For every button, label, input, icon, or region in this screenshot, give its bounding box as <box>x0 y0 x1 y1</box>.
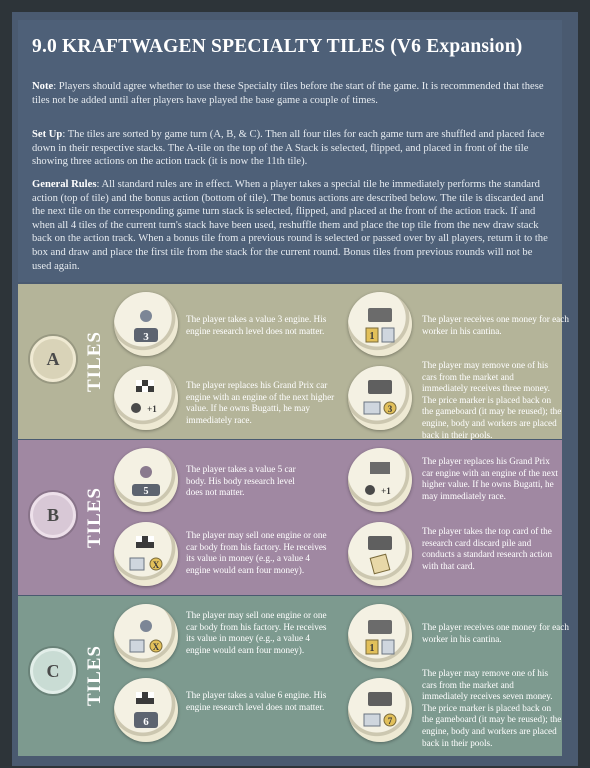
round-b-badge <box>30 492 76 538</box>
money-worker-icon <box>348 292 412 356</box>
note-paragraph <box>32 80 550 107</box>
rules-section <box>18 20 562 282</box>
money-worker-icon <box>348 604 412 668</box>
tile-c4 <box>348 678 412 742</box>
setup-label: Set Up <box>32 129 63 140</box>
tile-a2 <box>348 292 412 356</box>
sell-engine-icon <box>114 604 178 668</box>
engine-research-icon <box>114 678 178 742</box>
tile-c1-description: The player may sell one engine or one car body from his factory. He receives its value in money (e.g., a value 4 engine would earn four money). <box>186 610 327 655</box>
tiles-label: TILES <box>84 487 105 548</box>
tile-number: 1 <box>369 331 375 342</box>
tile-number: 5 <box>143 486 149 497</box>
general-rules-text: : All standard rules are in effect. When a player takes a special tile he immediately performs the standard action (top of tile) and the bonus action (bottom of tile). The bonus actions are described below. The tile is discarded and the next tile on the corresponding game turn stack is selected, flipped, and placed at the front of the action track. If and when all 4 tiles of the current turn's stack have been used, reshuffle them and place the top tile from the new draw stack back on the action track. When a bonus tile from a previous round is selected or passed over by all players, return it to the box and draw and place the first tile from the stack for the current round. Bonus tiles from previous rounds will not be used again. <box>32 179 548 272</box>
tile-b2 <box>348 448 412 512</box>
tile-number: 6 <box>143 716 149 728</box>
round-letter: B <box>46 504 59 525</box>
general-rules-paragraph <box>32 178 550 273</box>
research-card-icon <box>348 522 412 586</box>
tile-number: 7 <box>387 716 393 726</box>
page-title: 9.0 KRAFTWAGEN SPECIALTY TILES (V6 Expansion) <box>32 36 523 57</box>
market-car-sale-icon <box>348 678 412 742</box>
tile-c4-description: The player may remove one of his cars from the market and immediately receives seven money. The price marker is placed back on the gameboard (it may be reused); the engine, body and workers are placed back in their pools. <box>422 668 562 748</box>
car-body-icon <box>114 448 178 512</box>
round-c-band <box>18 596 569 756</box>
tiles-label: TILES <box>84 331 105 392</box>
round-letter: A <box>46 348 60 369</box>
tile-number: +1 <box>381 486 391 496</box>
setup-paragraph <box>32 128 550 169</box>
round-b-band <box>18 440 562 595</box>
setup-text: : The tiles are sorted by game turn (A, B, & C). Then all four tiles for each game turn are shuffled and placed face down in their respective stacks. The A-tile on the top of the A Stack is selected, flipped, and placed in front of the tile showing three actions on the action track (it is now the 11th tile). <box>32 129 545 168</box>
tile-b4 <box>348 522 412 586</box>
tile-number: X <box>152 642 160 652</box>
round-c-badge <box>30 648 76 694</box>
tile-c3 <box>114 678 178 742</box>
market-car-sale-icon <box>348 366 412 430</box>
tile-a2-description: The player receives one money for each worker in his cantina. <box>422 314 569 336</box>
tile-b3 <box>114 522 178 586</box>
race-flag-car-icon <box>348 448 412 512</box>
tile-b2-description: The player replaces his Grand Prix car engine with an engine of the next higher value. If he owns Bugatti, he may immediately race. <box>422 456 558 501</box>
tiles-label: TILES <box>84 645 105 706</box>
general-rules-label: General Rules <box>32 179 97 190</box>
engine-research-icon <box>114 292 178 356</box>
note-label: Note <box>32 81 54 92</box>
tile-c2-description: The player receives one money for each worker in his cantina. <box>422 622 569 644</box>
tile-number: 3 <box>387 404 393 414</box>
round-a-badge <box>30 336 76 382</box>
tile-b1 <box>114 448 178 512</box>
sell-engine-icon <box>114 522 178 586</box>
tile-b4-description: The player takes the top card of the research card discard pile and conducts a standard research action with that card. <box>422 526 553 571</box>
tile-a3 <box>114 366 178 430</box>
tile-number: 1 <box>369 643 375 654</box>
note-text: : Players should agree whether to use these Specialty tiles before the start of the game. It is recommended that these tiles not be added until after players have played the base game a couple of times. <box>32 81 544 106</box>
tile-number: 3 <box>143 331 149 343</box>
tile-a4-description: The player may remove one of his cars from the market and immediately receives three money. The price marker is placed back on the gameboard (it may be reused); the engine, body and workers are placed back in their pools. <box>422 360 562 440</box>
round-a-band <box>18 284 569 440</box>
tile-a3-description: The player replaces his Grand Prix car engine with an engine of the next higher value. If he owns Bugatti, he may immediately race. <box>186 380 335 425</box>
tile-number: +1 <box>147 404 157 414</box>
tile-c3-description: The player takes a value 6 engine. His engine research level does not matter. <box>186 690 327 712</box>
tile-number: X <box>152 560 160 570</box>
tile-b3-description: The player may sell one engine or one car body from his factory. He receives its value in money (e.g., a value 4 engine would earn four money). <box>186 530 327 575</box>
tile-b1-description: The player takes a value 5 car body. His body research level does not matter. <box>186 464 296 498</box>
tile-c1 <box>114 604 178 668</box>
tile-a1-description: The player takes a value 3 engine. His engine research level does not matter. <box>186 314 327 336</box>
race-flag-car-icon <box>114 366 178 430</box>
round-letter: C <box>46 660 60 681</box>
tile-c2 <box>348 604 412 668</box>
tile-a1 <box>114 292 178 356</box>
tile-a4 <box>348 366 412 430</box>
